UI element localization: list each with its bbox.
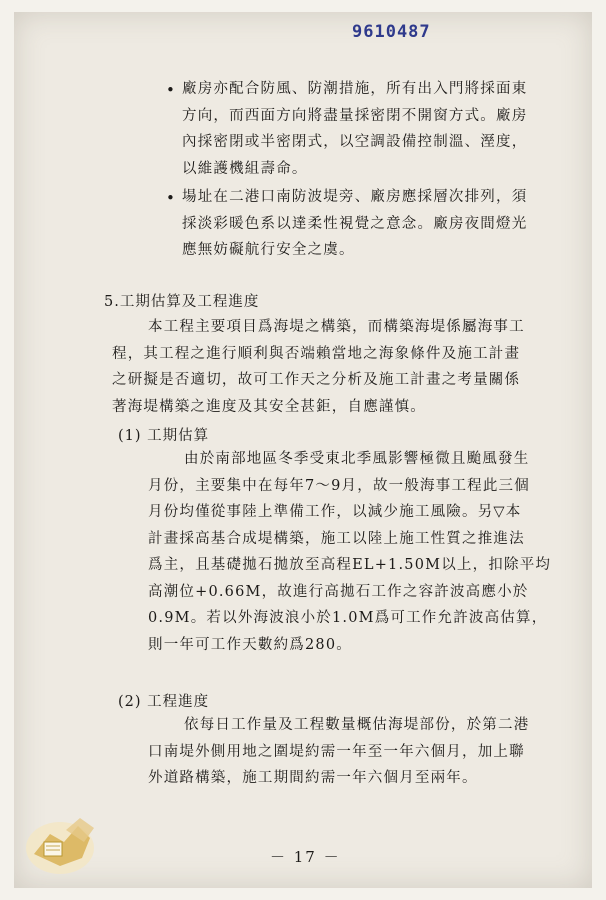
section-heading: 5.工期估算及工程進度	[104, 294, 260, 310]
text-line: 場址在二港口南防波堤旁、廠房應採層次排列，須	[182, 189, 528, 205]
text-line: 方向，而西面方向將盡量採密閉不開窗方式。廠房	[182, 107, 528, 124]
text-line: 廠房亦配合防風、防潮措施，所有出入門將採面東	[182, 81, 528, 97]
bullet-dot: •	[166, 81, 175, 99]
subsection-2-body	[148, 712, 529, 792]
text-line: 高潮位+0.66M，故進行高拋石工作之容許波高應小於	[148, 583, 529, 600]
document-stamp-number: 9610487	[352, 22, 431, 42]
text-line: 月份，主要集中在每年7～9月，故一般海事工程此三個	[148, 477, 530, 494]
text-line: 爲主，且基礎拋石拋放至高程EL+1.50M以上，扣除平均	[148, 557, 552, 573]
text-line: 月份均僅從事陸上準備工作，以減少施工風險。另▽本	[148, 504, 522, 520]
text-line: 由於南部地區冬季受東北季風影響極微且颱風發生	[184, 451, 530, 467]
page-number: － 17 －	[270, 848, 341, 866]
subsection-heading-1: (1) 工期估算	[118, 428, 210, 444]
text-line: 採淡彩暖色系以達柔性視覺之意念。廠房夜間燈光	[182, 215, 528, 232]
section-intro	[112, 314, 525, 420]
text-line: 應無妨礙航行安全之虞。	[182, 242, 355, 258]
text-line: 內採密閉或半密閉式，以空調設備控制溫、溼度，	[182, 134, 528, 150]
text-line: 著海堤構築之進度及其安全甚鉅，自應謹慎。	[112, 398, 426, 415]
subsection-heading-2: (2) 工程進度	[118, 694, 210, 710]
text-line: 依每日工作量及工程數量概估海堤部份，於第二港	[184, 717, 530, 733]
text-line: 計畫採高基合成堤構築，施工以陸上施工性質之推進法	[148, 530, 525, 547]
text-line: 之研擬是否適切，故可工作天之分析及施工計畫之考量關係	[112, 372, 521, 388]
text-line: 則一年可工作天數約爲280。	[148, 636, 352, 653]
text-line: 口南堤外側用地之圍堤約需一年至一年六個月，加上聯	[148, 743, 525, 760]
subsection-1-body	[148, 446, 551, 658]
text-line: 外道路構築，施工期間約需一年六個月至兩年。	[148, 770, 478, 786]
text-line: 0.9M。若以外海波浪小於1.0M爲可工作允許波高估算，	[148, 610, 548, 626]
text-line: 本工程主要項目爲海堤之構築，而構築海堤係屬海事工	[148, 319, 525, 335]
text-line: 以維護機組壽命。	[182, 160, 308, 177]
bullet-paragraph-2	[182, 184, 527, 264]
bullet-paragraph-1	[182, 76, 527, 182]
archive-logo-icon	[20, 808, 116, 880]
bullet-dot: •	[166, 189, 175, 207]
text-line: 程，其工程之進行順利與否端賴當地之海象條件及施工計畫	[112, 345, 521, 362]
